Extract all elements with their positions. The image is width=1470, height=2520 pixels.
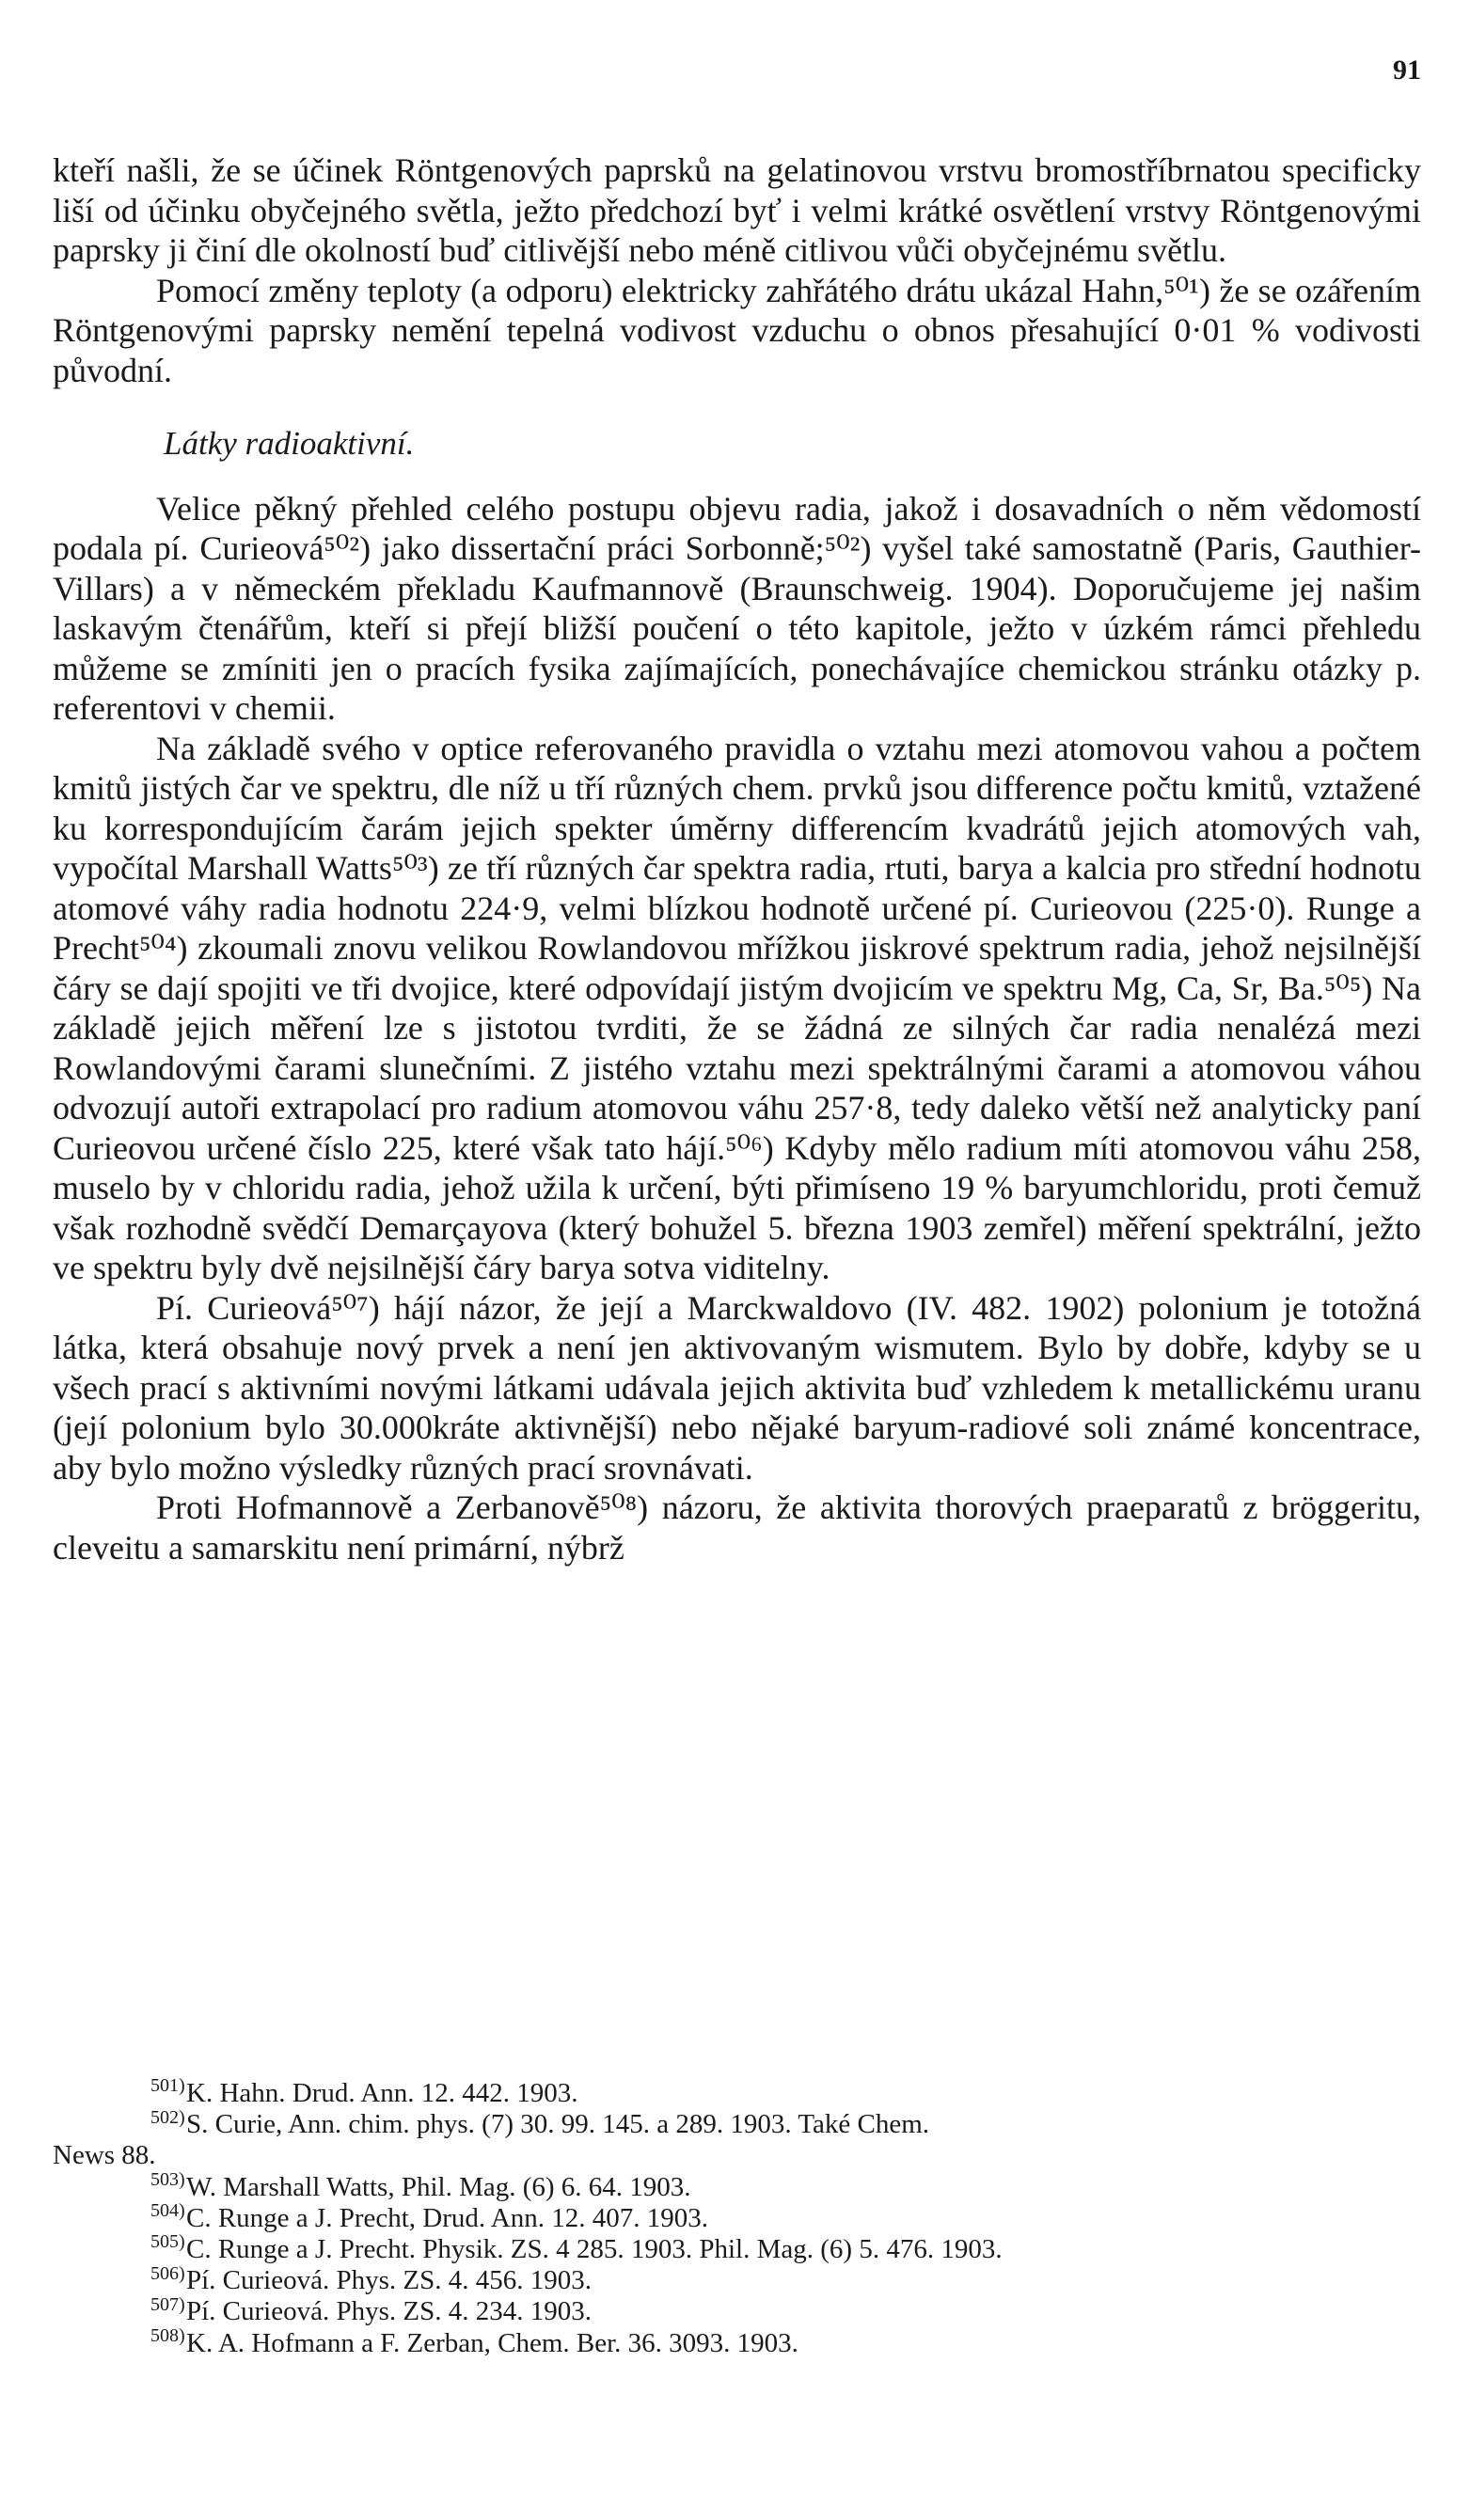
footnote-502: 502)S. Curie, Ann. chim. phys. (7) 30. 99. 145. a 289. 1903. Také Chem. [150,2106,930,2140]
footnotes [53,2075,1421,2359]
paragraph-4: Na základě svého v optice referovaného pravidla o vztahu mezi atomovou vahou a počtem kmitů jistých čar ve spektru, dle níž u tří různých chem. prvků jsou difference počtu kmitů, vztažené ku korrespondujícím čarám jejich spekter úměrny differencím kvadrátů jejich atomových vah, vypočítal Marshall Watts⁵⁰³) ze tří různých čar spektra radia, rtuti, barya a kalcia pro střední hodnotu atomové váhy radia hodnotu 224·9, velmi blízkou hodnotě určené pí. Curieovou (225·0). Runge a Precht⁵⁰⁴) zkoumali znovu velikou Rowlandovou mřížkou jiskrové spektrum radia, jehož nejsilnější čáry se dají spojiti ve tři dvojice, které odpovídají jistým dvojicím ve spektru Mg, Ca, Sr, Ba.⁵⁰⁵) Na základě jejich měření lze s jistotou tvrditi, že se žádná ze silných čar radia nenalézá mezi Rowlandovými čarami slunečními. Z jistého vztahu mezi spektrálnými čarami a atomovou váhou odvozují autoři extrapolací pro radium atomovou váhu 257·8, tedy daleko větší než analyticky paní Curieovou určené číslo 225, které však tato hájí.⁵⁰⁶) Kdyby mělo radium míti atomovou váhu 258, muselo by v chloridu radia, jehož užila k určení, býti přimíseno 19 % baryumchloridu, proti čemuž však rozhodně svědčí Demarçayova (který bohužel 5. března 1903 zemřel) měření spektrální, ježto ve spektru byly dvě nejsilnější čáry barya sotva viditelny. [53,729,1421,1286]
paragraph-1: kteří našli, že se účinek Röntgenových paprsků na gelatinovou vrstvu bromostříbrnatou specificky liší od účinku obyčejného světla, ježto předchozí byť i velmi krátké osvětlení vrstvy Röntgenovými paprsky ji činí dle okolností buď citlivější nebo méně citlivou vůči obyčejnému světlu. [53,151,1421,269]
paragraph-2: Pomocí změny teploty (a odporu) elektricky zahřátého drátu ukázal Hahn,⁵⁰¹) že se ozářením Röntgenovými paprsky nemění tepelná vodivost vzduchu o obnos přesahující 0·01 % vodivosti původní. [53,271,1421,389]
footnote-501: 501)K. Hahn. Drud. Ann. 12. 442. 1903. [150,2075,578,2108]
footnote-text: K. A. Hofmann a F. Zerban, Chem. Ber. 36. 3093. 1903. [186,2327,798,2358]
footnote-text: News 88. [53,2140,156,2171]
page-number: 91 [1393,55,1421,86]
main-text [53,150,1421,1567]
paragraph-6: Proti Hofmannově a Zerbanově⁵⁰⁸) názoru, že aktivita thorových praeparatů z bröggeritu, cleveitu a samarskitu není primární, nýbrž [53,1488,1421,1567]
footnote-text: C. Runge a J. Precht. Physik. ZS. 4 285. 1903. Phil. Mag. (6) 5. 476. 1903. [186,2234,1003,2265]
paragraph-5: Pí. Curieová⁵⁰⁷) hájí názor, že její a Marckwaldovo (IV. 482. 1902) polonium je totožná látka, která obsahuje nový prvek a není jen aktivovaným wismutem. Bylo by dobře, kdyby se u všech prací s aktivními novými látkami udávala jejich aktivita buď vzhledem k metallickému uranu (její polonium bylo 30.000kráte aktivnější) nebo nějaké baryum-radiové soli známé koncentrace, aby bylo možno výsledky různých prací srovnávati. [53,1288,1421,1487]
section-heading: Látky radioaktivní. [164,425,415,462]
footnote-503: 503)W. Marshall Watts, Phil. Mag. (6) 6. 64. 1903. [150,2168,691,2202]
footnote-504: 504)C. Runge a J. Precht, Drud. Ann. 12. 407. 1903. [150,2200,708,2233]
footnote-text: W. Marshall Watts, Phil. Mag. (6) 6. 64. 1903. [186,2171,691,2202]
paragraph-3: Velice pěkný přehled celého postupu objevu radia, jakož i dosavadních o něm vědomostí podala pí. Curieová⁵⁰²) jako dissertační práci Sorbonně;⁵⁰²) vyšel také samostatně (Paris, Gauthier-Villars) a v německém překladu Kaufmannově (Braunschweig. 1904). Doporučujeme jej našim laskavým čtenářům, kteří si přejí bližší poučení o této kapitole, ježto v úzkém rámci přehledu můžeme se zmíniti jen o pracích fysika zajímajících, ponechávajíce chemickou stránku otázky p. referentovi v chemii. [53,489,1421,727]
footnote-507: 507)Pí. Curieová. Phys. ZS. 4. 234. 1903. [150,2293,592,2327]
footnote-505: 505)C. Runge a J. Precht. Physik. ZS. 4 285. 1903. Phil. Mag. (6) 5. 476. 1903. [150,2231,1003,2265]
footnote-text: C. Runge a J. Precht, Drud. Ann. 12. 407. 1903. [186,2202,708,2233]
footnote-502-continued [53,2140,1421,2171]
footnote-text: Pí. Curieová. Phys. ZS. 4. 234. 1903. [186,2296,592,2327]
footnote-508: 508)K. A. Hofmann a F. Zerban, Chem. Ber. 36. 3093. 1903. [150,2324,798,2358]
footnote-text: Pí. Curieová. Phys. ZS. 4. 456. 1903. [186,2265,592,2296]
footnote-506: 506)Pí. Curieová. Phys. ZS. 4. 456. 1903. [150,2262,592,2296]
footnote-text: S. Curie, Ann. chim. phys. (7) 30. 99. 145. a 289. 1903. Také Chem. [186,2109,930,2140]
footnote-text: K. Hahn. Drud. Ann. 12. 442. 1903. [186,2078,578,2108]
